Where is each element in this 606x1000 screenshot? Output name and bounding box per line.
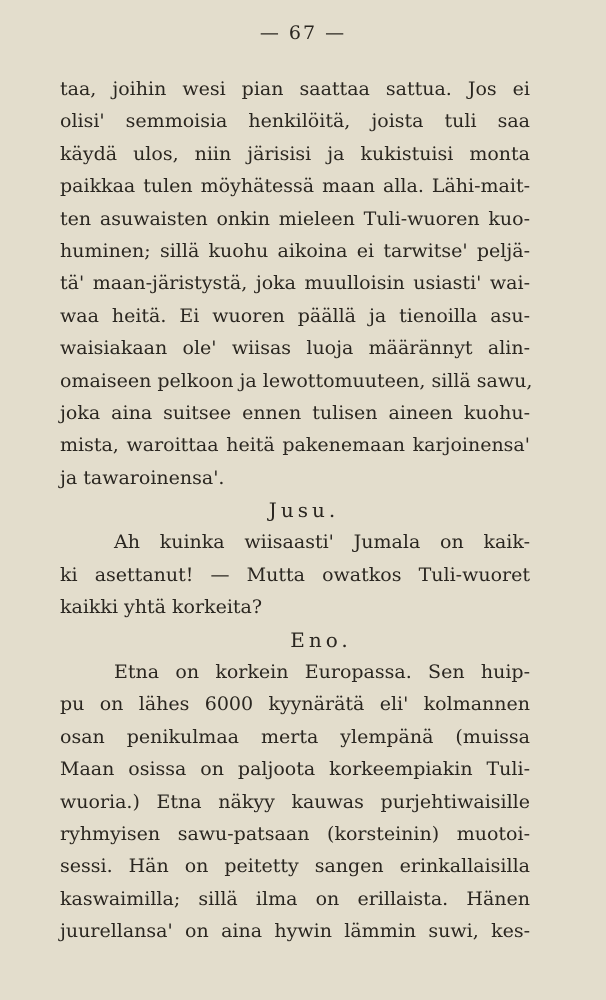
text-line: huminen; sillä kuohu aikoina ei tarwitse' peljä- — [60, 239, 530, 262]
text-line: waa heitä. Ei wuoren päällä ja tienoilla asu- — [60, 304, 530, 327]
text-line: omaiseen pelkoon ja lewottomuuteen, sillä sawu, — [60, 369, 533, 392]
speech-line: osan penikulmaa merta ylempänä (muissa — [60, 725, 530, 748]
text-line: käydä ulos, niin järisisi ja kukistuisi monta — [60, 142, 530, 165]
text-line: taa, joihin wesi pian saattaa sattua. Jos ei — [60, 78, 530, 100]
speech-line: Etna on korkein Europassa. Sen huip- — [114, 661, 530, 684]
text-line: olisi' semmoisia henkilöitä, joista tuli saa — [60, 110, 530, 133]
text-line: ja tawaroinensa'. — [60, 466, 225, 489]
speech-line: ki asettanut! — Mutta owatkos Tuli-wuoret — [60, 563, 530, 586]
text-line: waisiakaan ole' wiisas luoja määrännyt alin- — [60, 337, 530, 360]
speech-line: wuoria.) Etna näkyy kauwas purjehtiwaisille — [60, 790, 530, 813]
speech-line: Ah kuinka wiisaasti' Jumala on kaik- — [114, 531, 530, 554]
speech-line: kaswaimilla; sillä ilma on erillaista. Hänen — [60, 887, 530, 910]
speech-line: Maan osissa on paljoota korkeempiakin Tuli- — [60, 758, 530, 781]
speaker-heading-eno: Eno. — [290, 627, 352, 652]
speech-line: ryhmyisen sawu-patsaan (korsteinin) muotoi- — [60, 822, 530, 845]
page-number: — 67 — — [259, 22, 347, 44]
text-line: tä' maan-järistystä, joka muulloisin usiasti' wai- — [60, 272, 530, 295]
text-line: ten asuwaisten onkin mieleen Tuli-wuoren kuo- — [60, 207, 530, 230]
speech-line: kaikki yhtä korkeita? — [60, 596, 263, 619]
text-line: mista, waroittaa heitä pakenemaan karjoinensa' — [60, 434, 530, 457]
speech-line: juurellansa' on aina hywin lämmin suwi, kes- — [60, 920, 530, 943]
speaker-heading-jusu: Jusu. — [268, 498, 340, 523]
text-line: joka aina suitsee ennen tulisen aineen kuohu- — [60, 401, 530, 424]
text-line: paikkaa tulen möyhätessä maan alla. Lähi-mait- — [60, 175, 530, 198]
speech-line: pu on lähes 6000 kyynärätä eli' kolmannen — [60, 693, 530, 716]
page-text — [60, 73, 533, 948]
speech-line: sessi. Hän on peitetty sangen erinkallaisilla — [60, 855, 530, 878]
